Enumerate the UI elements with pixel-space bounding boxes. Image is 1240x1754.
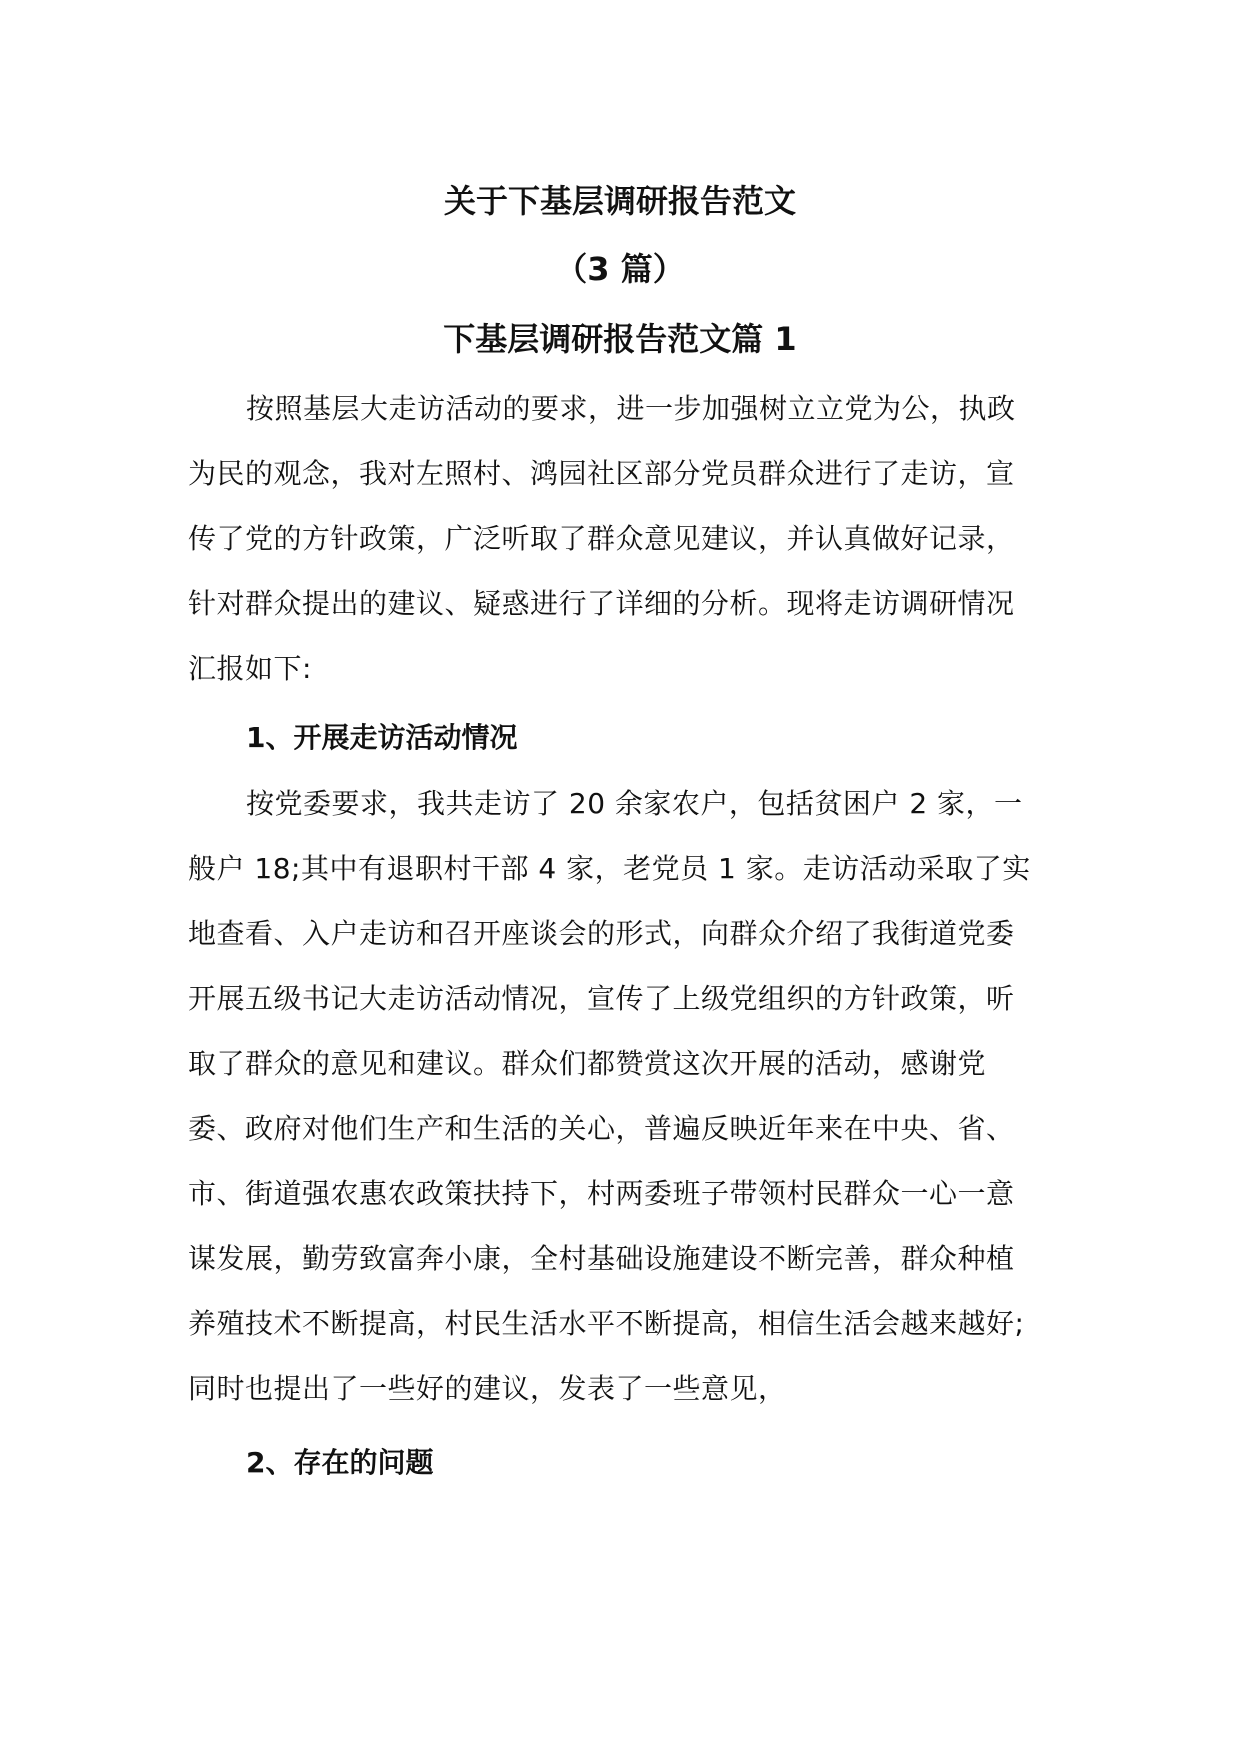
paragraph-line: 谋发展，勤劳致富奔小康，全村基础设施建设不断完善，群众种植 [188,1242,1015,1275]
paragraph-line: 针对群众提出的建议、疑惑进行了详细的分析。现将走访调研情况 [188,587,1015,620]
paragraph-line: 般户 18;其中有退职村干部 4 家，老党员 1 家。走访活动采取了实 [188,852,1031,885]
paragraph-line: 市、街道强农惠农政策扶持下，村两委班子带领村民群众一心一意 [188,1177,1015,1210]
paragraph-line: 传了党的方针政策，广泛听取了群众意见建议，并认真做好记录， [188,522,1015,555]
paragraph-line: 为民的观念，我对左照村、鸿园社区部分党员群众进行了走访，宣 [188,457,1015,490]
part-title: 下基层调研报告范文篇 1 [443,320,797,358]
paragraph-line: 开展五级书记大走访活动情况，宣传了上级党组织的方针政策，听 [188,982,1015,1015]
paragraph-line: 委、政府对他们生产和生活的关心，普遍反映近年来在中央、省、 [188,1112,1015,1145]
paragraph-line: 按照基层大走访活动的要求，进一步加强树立立党为公，执政 [246,392,1016,425]
paragraph-line: 养殖技术不断提高，村民生活水平不断提高，相信生活会越来越好; [188,1307,1025,1340]
document-title: 关于下基层调研报告范文 [443,182,796,220]
section-heading-2: 2、存在的问题 [246,1446,434,1479]
paragraph-line: 同时也提出了一些好的建议，发表了一些意见， [188,1372,787,1405]
document-subtitle: （3 篇） [555,250,685,288]
paragraph-line: 汇报如下: [188,652,312,685]
visit-paragraph [188,771,1054,1421]
paragraph-line: 地查看、入户走访和召开座谈会的形式，向群众介绍了我街道党委 [188,917,1015,950]
paragraph-line: 按党委要求，我共走访了 20 余家农户，包括贫困户 2 家，一 [246,787,1023,820]
section-heading-1: 1、开展走访活动情况 [246,721,518,754]
intro-paragraph [188,376,1054,701]
paragraph-line: 取了群众的意见和建议。群众们都赞赏这次开展的活动，感谢党 [188,1047,987,1080]
